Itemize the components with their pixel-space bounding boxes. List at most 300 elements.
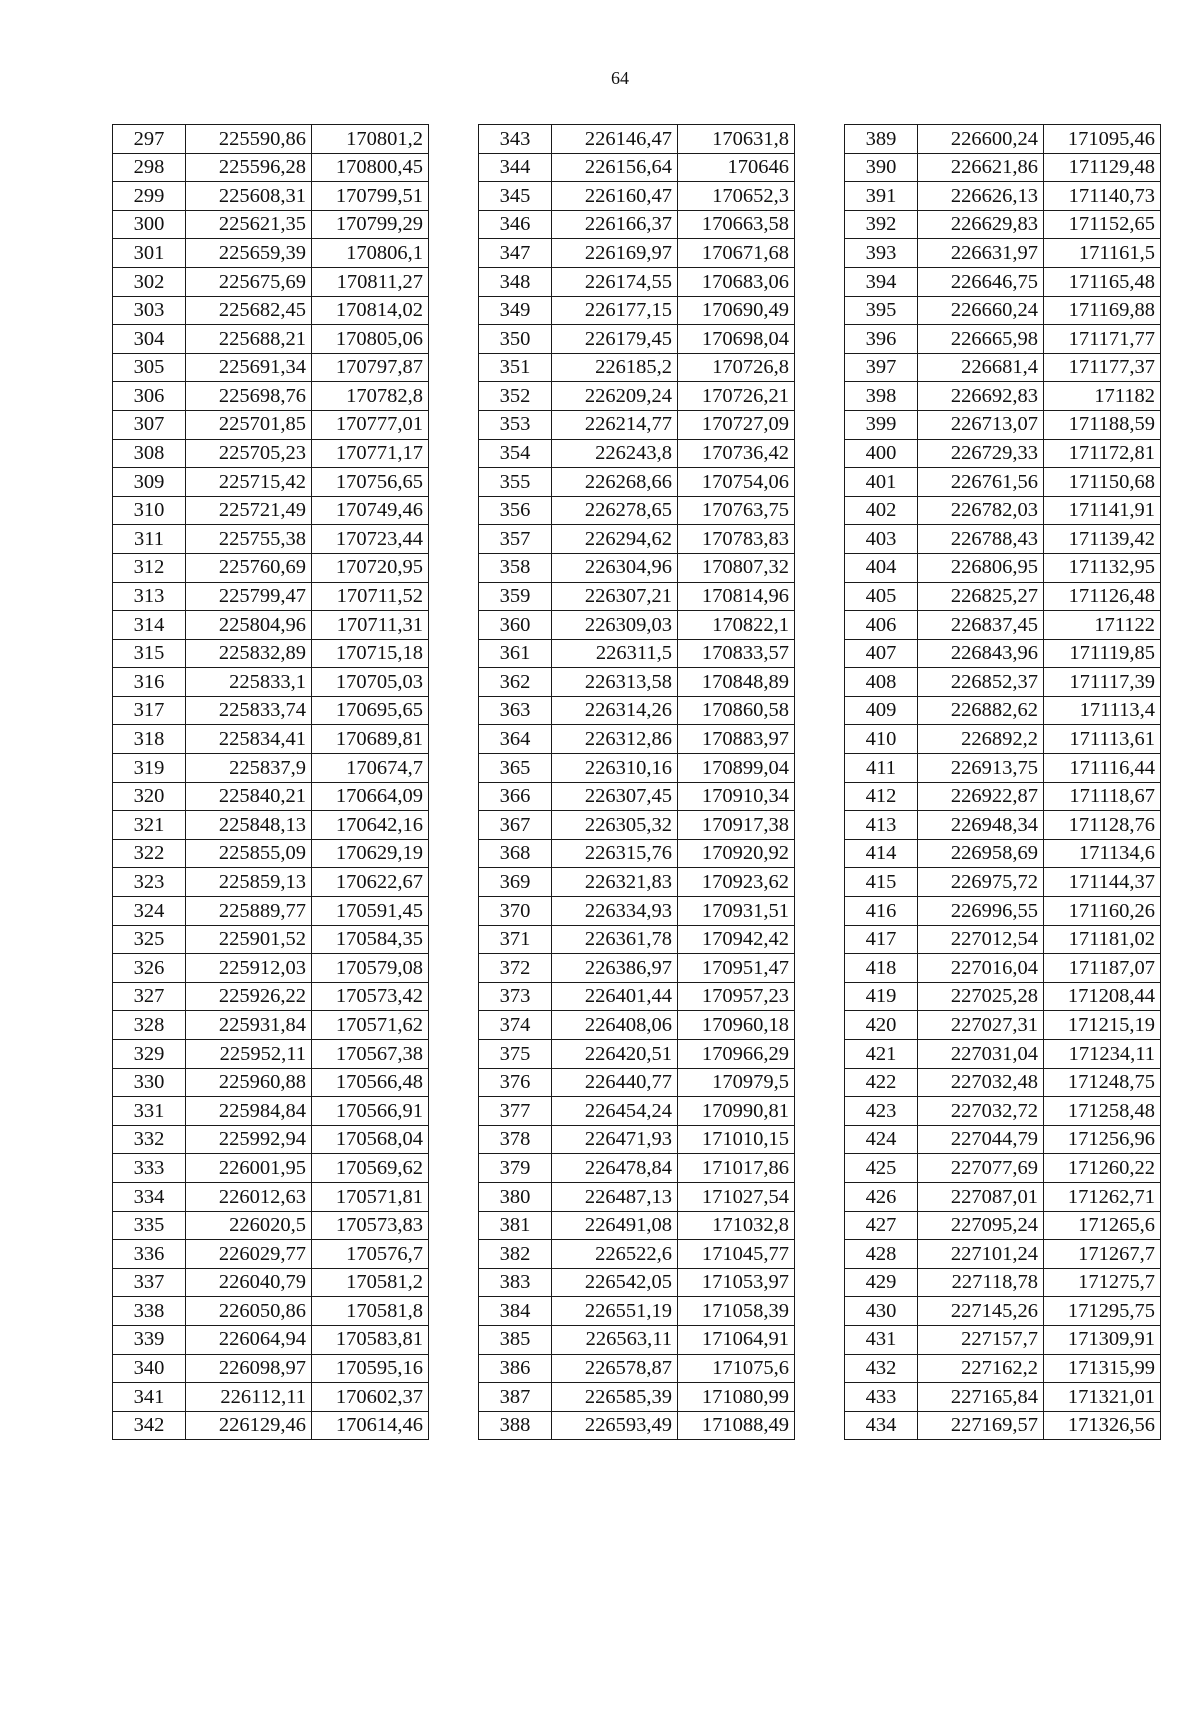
x-coordinate-cell: 226315,76 xyxy=(552,839,678,868)
table-row xyxy=(845,1125,1161,1154)
x-coordinate-cell: 226958,69 xyxy=(918,839,1044,868)
x-coordinate-cell: 226681,4 xyxy=(918,353,1044,382)
table-row xyxy=(479,468,795,497)
point-number-cell: 401 xyxy=(845,468,918,497)
coordinates-table-2 xyxy=(478,124,795,1440)
x-coordinate-cell: 226996,55 xyxy=(918,897,1044,926)
point-number-cell: 351 xyxy=(479,353,552,382)
table-row xyxy=(113,811,429,840)
table-row xyxy=(479,525,795,554)
point-number-cell: 411 xyxy=(845,754,918,783)
table-row xyxy=(845,1068,1161,1097)
table-row xyxy=(479,1097,795,1126)
y-coordinate-cell: 171080,99 xyxy=(678,1383,795,1412)
point-number-cell: 355 xyxy=(479,468,552,497)
table-row xyxy=(113,982,429,1011)
point-number-cell: 394 xyxy=(845,267,918,296)
x-coordinate-cell: 225590,86 xyxy=(186,125,312,154)
y-coordinate-cell: 171188,59 xyxy=(1044,410,1161,439)
x-coordinate-cell: 225833,74 xyxy=(186,696,312,725)
table-row xyxy=(845,439,1161,468)
x-coordinate-cell: 227157,7 xyxy=(918,1325,1044,1354)
x-coordinate-cell: 226307,21 xyxy=(552,582,678,611)
x-coordinate-cell: 226585,39 xyxy=(552,1383,678,1412)
y-coordinate-cell: 170917,38 xyxy=(678,811,795,840)
point-number-cell: 323 xyxy=(113,868,186,897)
x-coordinate-cell: 226305,32 xyxy=(552,811,678,840)
x-coordinate-cell: 225621,35 xyxy=(186,210,312,239)
y-coordinate-cell: 171045,77 xyxy=(678,1240,795,1269)
point-number-cell: 328 xyxy=(113,1011,186,1040)
table-row xyxy=(845,982,1161,1011)
x-coordinate-cell: 226522,6 xyxy=(552,1240,678,1269)
y-coordinate-cell: 170573,83 xyxy=(312,1211,429,1240)
point-number-cell: 368 xyxy=(479,839,552,868)
point-number-cell: 410 xyxy=(845,725,918,754)
table-row xyxy=(113,1411,429,1440)
table-row xyxy=(479,725,795,754)
table-row xyxy=(113,668,429,697)
point-number-cell: 306 xyxy=(113,382,186,411)
table-row xyxy=(113,325,429,354)
x-coordinate-cell: 226012,63 xyxy=(186,1182,312,1211)
x-coordinate-cell: 226843,96 xyxy=(918,639,1044,668)
x-coordinate-cell: 225984,84 xyxy=(186,1097,312,1126)
y-coordinate-cell: 170567,38 xyxy=(312,1040,429,1069)
point-number-cell: 344 xyxy=(479,153,552,182)
point-number-cell: 365 xyxy=(479,754,552,783)
x-coordinate-cell: 227077,69 xyxy=(918,1154,1044,1183)
point-number-cell: 343 xyxy=(479,125,552,154)
table-row xyxy=(479,839,795,868)
table-row xyxy=(113,1211,429,1240)
y-coordinate-cell: 171119,85 xyxy=(1044,639,1161,668)
y-coordinate-cell: 171309,91 xyxy=(1044,1325,1161,1354)
table-row xyxy=(113,696,429,725)
table-row xyxy=(479,296,795,325)
point-number-cell: 412 xyxy=(845,782,918,811)
x-coordinate-cell: 225855,09 xyxy=(186,839,312,868)
x-coordinate-cell: 226278,65 xyxy=(552,496,678,525)
x-coordinate-cell: 226129,46 xyxy=(186,1411,312,1440)
table-row xyxy=(845,754,1161,783)
point-number-cell: 427 xyxy=(845,1211,918,1240)
y-coordinate-cell: 170711,52 xyxy=(312,582,429,611)
table-row xyxy=(845,525,1161,554)
point-number-cell: 340 xyxy=(113,1354,186,1383)
x-coordinate-cell: 226020,5 xyxy=(186,1211,312,1240)
table-row xyxy=(479,782,795,811)
point-number-cell: 359 xyxy=(479,582,552,611)
y-coordinate-cell: 170705,03 xyxy=(312,668,429,697)
table-row xyxy=(845,868,1161,897)
point-number-cell: 324 xyxy=(113,897,186,926)
point-number-cell: 349 xyxy=(479,296,552,325)
y-coordinate-cell: 170920,92 xyxy=(678,839,795,868)
table-row xyxy=(845,1411,1161,1440)
x-coordinate-cell: 226825,27 xyxy=(918,582,1044,611)
y-coordinate-cell: 171075,6 xyxy=(678,1354,795,1383)
table-row xyxy=(845,1240,1161,1269)
y-coordinate-cell: 171208,44 xyxy=(1044,982,1161,1011)
x-coordinate-cell: 225889,77 xyxy=(186,897,312,926)
table-row xyxy=(845,496,1161,525)
point-number-cell: 380 xyxy=(479,1182,552,1211)
y-coordinate-cell: 171258,48 xyxy=(1044,1097,1161,1126)
y-coordinate-cell: 171171,77 xyxy=(1044,325,1161,354)
y-coordinate-cell: 170811,27 xyxy=(312,267,429,296)
y-coordinate-cell: 170942,42 xyxy=(678,925,795,954)
y-coordinate-cell: 171064,91 xyxy=(678,1325,795,1354)
table-row xyxy=(113,582,429,611)
y-coordinate-cell: 170960,18 xyxy=(678,1011,795,1040)
y-coordinate-cell: 171117,39 xyxy=(1044,668,1161,697)
y-coordinate-cell: 171321,01 xyxy=(1044,1383,1161,1412)
table-row xyxy=(479,1068,795,1097)
table-row xyxy=(113,1182,429,1211)
y-coordinate-cell: 171187,07 xyxy=(1044,954,1161,983)
point-number-cell: 333 xyxy=(113,1154,186,1183)
table-row xyxy=(113,182,429,211)
point-number-cell: 363 xyxy=(479,696,552,725)
point-number-cell: 311 xyxy=(113,525,186,554)
x-coordinate-cell: 225804,96 xyxy=(186,611,312,640)
point-number-cell: 310 xyxy=(113,496,186,525)
point-number-cell: 407 xyxy=(845,639,918,668)
table-row xyxy=(113,410,429,439)
table-row xyxy=(845,353,1161,382)
y-coordinate-cell: 171132,95 xyxy=(1044,553,1161,582)
table-row xyxy=(113,1011,429,1040)
point-number-cell: 302 xyxy=(113,267,186,296)
point-number-cell: 326 xyxy=(113,954,186,983)
point-number-cell: 395 xyxy=(845,296,918,325)
table-row xyxy=(113,1154,429,1183)
point-number-cell: 360 xyxy=(479,611,552,640)
x-coordinate-cell: 226892,2 xyxy=(918,725,1044,754)
x-coordinate-cell: 226209,24 xyxy=(552,382,678,411)
point-number-cell: 403 xyxy=(845,525,918,554)
x-coordinate-cell: 225859,13 xyxy=(186,868,312,897)
x-coordinate-cell: 226646,75 xyxy=(918,267,1044,296)
y-coordinate-cell: 170695,65 xyxy=(312,696,429,725)
x-coordinate-cell: 226310,16 xyxy=(552,754,678,783)
y-coordinate-cell: 170571,81 xyxy=(312,1182,429,1211)
y-coordinate-cell: 171017,86 xyxy=(678,1154,795,1183)
x-coordinate-cell: 226166,37 xyxy=(552,210,678,239)
point-number-cell: 409 xyxy=(845,696,918,725)
table-row xyxy=(845,153,1161,182)
x-coordinate-cell: 225840,21 xyxy=(186,782,312,811)
table-row xyxy=(479,1240,795,1269)
point-number-cell: 422 xyxy=(845,1068,918,1097)
table-row xyxy=(845,582,1161,611)
y-coordinate-cell: 171122 xyxy=(1044,611,1161,640)
table-row xyxy=(479,210,795,239)
y-coordinate-cell: 170883,97 xyxy=(678,725,795,754)
point-number-cell: 315 xyxy=(113,639,186,668)
y-coordinate-cell: 171248,75 xyxy=(1044,1068,1161,1097)
point-number-cell: 370 xyxy=(479,897,552,926)
y-coordinate-cell: 170833,57 xyxy=(678,639,795,668)
y-coordinate-cell: 171128,76 xyxy=(1044,811,1161,840)
table-row xyxy=(113,897,429,926)
y-coordinate-cell: 171126,48 xyxy=(1044,582,1161,611)
table-row xyxy=(479,353,795,382)
table-row xyxy=(479,267,795,296)
x-coordinate-cell: 226243,8 xyxy=(552,439,678,468)
point-number-cell: 393 xyxy=(845,239,918,268)
point-number-cell: 408 xyxy=(845,668,918,697)
table-row xyxy=(845,267,1161,296)
point-number-cell: 402 xyxy=(845,496,918,525)
point-number-cell: 415 xyxy=(845,868,918,897)
y-coordinate-cell: 171182 xyxy=(1044,382,1161,411)
y-coordinate-cell: 171177,37 xyxy=(1044,353,1161,382)
point-number-cell: 334 xyxy=(113,1182,186,1211)
y-coordinate-cell: 170951,47 xyxy=(678,954,795,983)
y-coordinate-cell: 170720,95 xyxy=(312,553,429,582)
table-row xyxy=(845,468,1161,497)
point-number-cell: 372 xyxy=(479,954,552,983)
x-coordinate-cell: 226312,86 xyxy=(552,725,678,754)
y-coordinate-cell: 170783,83 xyxy=(678,525,795,554)
y-coordinate-cell: 170602,37 xyxy=(312,1383,429,1412)
y-coordinate-cell: 170683,06 xyxy=(678,267,795,296)
x-coordinate-cell: 225755,38 xyxy=(186,525,312,554)
x-coordinate-cell: 227016,04 xyxy=(918,954,1044,983)
point-number-cell: 348 xyxy=(479,267,552,296)
x-coordinate-cell: 226542,05 xyxy=(552,1268,678,1297)
table-row xyxy=(113,267,429,296)
table-row xyxy=(479,1011,795,1040)
point-number-cell: 332 xyxy=(113,1125,186,1154)
point-number-cell: 357 xyxy=(479,525,552,554)
point-number-cell: 400 xyxy=(845,439,918,468)
table-row xyxy=(479,553,795,582)
point-number-cell: 314 xyxy=(113,611,186,640)
table-row xyxy=(113,153,429,182)
y-coordinate-cell: 171181,02 xyxy=(1044,925,1161,954)
y-coordinate-cell: 171139,42 xyxy=(1044,525,1161,554)
y-coordinate-cell: 171262,71 xyxy=(1044,1182,1161,1211)
point-number-cell: 327 xyxy=(113,982,186,1011)
y-coordinate-cell: 171058,39 xyxy=(678,1297,795,1326)
table-row xyxy=(479,496,795,525)
table-row xyxy=(479,1182,795,1211)
y-coordinate-cell: 170652,3 xyxy=(678,182,795,211)
table-row xyxy=(113,1268,429,1297)
y-coordinate-cell: 170573,42 xyxy=(312,982,429,1011)
point-number-cell: 431 xyxy=(845,1325,918,1354)
table-row xyxy=(113,754,429,783)
table-row xyxy=(479,811,795,840)
y-coordinate-cell: 170631,8 xyxy=(678,125,795,154)
point-number-cell: 312 xyxy=(113,553,186,582)
x-coordinate-cell: 225688,21 xyxy=(186,325,312,354)
x-coordinate-cell: 225799,47 xyxy=(186,582,312,611)
y-coordinate-cell: 170690,49 xyxy=(678,296,795,325)
y-coordinate-cell: 170814,02 xyxy=(312,296,429,325)
table-row xyxy=(479,410,795,439)
y-coordinate-cell: 170782,8 xyxy=(312,382,429,411)
point-number-cell: 404 xyxy=(845,553,918,582)
point-number-cell: 388 xyxy=(479,1411,552,1440)
point-number-cell: 416 xyxy=(845,897,918,926)
x-coordinate-cell: 226922,87 xyxy=(918,782,1044,811)
x-coordinate-cell: 225691,34 xyxy=(186,353,312,382)
table-row xyxy=(479,868,795,897)
y-coordinate-cell: 171113,61 xyxy=(1044,725,1161,754)
point-number-cell: 361 xyxy=(479,639,552,668)
x-coordinate-cell: 227095,24 xyxy=(918,1211,1044,1240)
point-number-cell: 414 xyxy=(845,839,918,868)
x-coordinate-cell: 225901,52 xyxy=(186,925,312,954)
table-row xyxy=(479,325,795,354)
point-number-cell: 358 xyxy=(479,553,552,582)
point-number-cell: 390 xyxy=(845,153,918,182)
table-row xyxy=(479,611,795,640)
y-coordinate-cell: 171267,7 xyxy=(1044,1240,1161,1269)
y-coordinate-cell: 170711,31 xyxy=(312,611,429,640)
table-row xyxy=(479,1211,795,1240)
x-coordinate-cell: 226471,93 xyxy=(552,1125,678,1154)
table-row xyxy=(113,868,429,897)
table-row xyxy=(479,382,795,411)
y-coordinate-cell: 171010,15 xyxy=(678,1125,795,1154)
table-row xyxy=(113,1068,429,1097)
point-number-cell: 384 xyxy=(479,1297,552,1326)
point-number-cell: 336 xyxy=(113,1240,186,1269)
x-coordinate-cell: 226169,97 xyxy=(552,239,678,268)
point-number-cell: 316 xyxy=(113,668,186,697)
point-number-cell: 396 xyxy=(845,325,918,354)
x-coordinate-cell: 226454,24 xyxy=(552,1097,678,1126)
table-row xyxy=(113,639,429,668)
coordinates-table-1 xyxy=(112,124,429,1440)
x-coordinate-cell: 227087,01 xyxy=(918,1182,1044,1211)
x-coordinate-cell: 226040,79 xyxy=(186,1268,312,1297)
x-coordinate-cell: 226629,83 xyxy=(918,210,1044,239)
table-row xyxy=(845,296,1161,325)
x-coordinate-cell: 227032,72 xyxy=(918,1097,1044,1126)
y-coordinate-cell: 170899,04 xyxy=(678,754,795,783)
table-row xyxy=(845,1325,1161,1354)
y-coordinate-cell: 170584,35 xyxy=(312,925,429,954)
x-coordinate-cell: 227032,48 xyxy=(918,1068,1044,1097)
y-coordinate-cell: 170801,2 xyxy=(312,125,429,154)
x-coordinate-cell: 226311,5 xyxy=(552,639,678,668)
table-row xyxy=(479,1411,795,1440)
y-coordinate-cell: 170642,16 xyxy=(312,811,429,840)
table-row xyxy=(845,1383,1161,1412)
y-coordinate-cell: 170777,01 xyxy=(312,410,429,439)
point-number-cell: 399 xyxy=(845,410,918,439)
point-number-cell: 322 xyxy=(113,839,186,868)
table-row xyxy=(845,125,1161,154)
x-coordinate-cell: 226029,77 xyxy=(186,1240,312,1269)
y-coordinate-cell: 171256,96 xyxy=(1044,1125,1161,1154)
point-number-cell: 397 xyxy=(845,353,918,382)
table-row xyxy=(113,468,429,497)
table-row xyxy=(113,1125,429,1154)
x-coordinate-cell: 225698,76 xyxy=(186,382,312,411)
table-row xyxy=(113,553,429,582)
x-coordinate-cell: 227165,84 xyxy=(918,1383,1044,1412)
table-row xyxy=(479,696,795,725)
x-coordinate-cell: 225721,49 xyxy=(186,496,312,525)
table-row xyxy=(113,296,429,325)
point-number-cell: 425 xyxy=(845,1154,918,1183)
y-coordinate-cell: 170566,91 xyxy=(312,1097,429,1126)
table-row xyxy=(479,1154,795,1183)
table-row xyxy=(845,410,1161,439)
y-coordinate-cell: 170799,29 xyxy=(312,210,429,239)
x-coordinate-cell: 226294,62 xyxy=(552,525,678,554)
x-coordinate-cell: 225715,42 xyxy=(186,468,312,497)
point-number-cell: 309 xyxy=(113,468,186,497)
x-coordinate-cell: 225960,88 xyxy=(186,1068,312,1097)
table-row xyxy=(479,1354,795,1383)
x-coordinate-cell: 226401,44 xyxy=(552,982,678,1011)
x-coordinate-cell: 225992,94 xyxy=(186,1125,312,1154)
y-coordinate-cell: 170726,8 xyxy=(678,353,795,382)
table-row xyxy=(479,1040,795,1069)
x-coordinate-cell: 226156,64 xyxy=(552,153,678,182)
table-row xyxy=(845,210,1161,239)
point-number-cell: 375 xyxy=(479,1040,552,1069)
table-row xyxy=(479,182,795,211)
table-row xyxy=(113,925,429,954)
y-coordinate-cell: 171116,44 xyxy=(1044,754,1161,783)
y-coordinate-cell: 170726,21 xyxy=(678,382,795,411)
table-row xyxy=(479,897,795,926)
point-number-cell: 406 xyxy=(845,611,918,640)
table-row xyxy=(845,811,1161,840)
x-coordinate-cell: 226665,98 xyxy=(918,325,1044,354)
table-row xyxy=(479,1325,795,1354)
x-coordinate-cell: 226177,15 xyxy=(552,296,678,325)
x-coordinate-cell: 225596,28 xyxy=(186,153,312,182)
point-number-cell: 307 xyxy=(113,410,186,439)
table-row xyxy=(845,1354,1161,1383)
x-coordinate-cell: 226852,37 xyxy=(918,668,1044,697)
y-coordinate-cell: 170800,45 xyxy=(312,153,429,182)
table-row xyxy=(113,782,429,811)
x-coordinate-cell: 225912,03 xyxy=(186,954,312,983)
x-coordinate-cell: 226882,62 xyxy=(918,696,1044,725)
y-coordinate-cell: 171215,19 xyxy=(1044,1011,1161,1040)
y-coordinate-cell: 171152,65 xyxy=(1044,210,1161,239)
table-row xyxy=(479,1297,795,1326)
y-coordinate-cell: 170749,46 xyxy=(312,496,429,525)
y-coordinate-cell: 171161,5 xyxy=(1044,239,1161,268)
x-coordinate-cell: 227012,54 xyxy=(918,925,1044,954)
y-coordinate-cell: 170822,1 xyxy=(678,611,795,640)
y-coordinate-cell: 170957,23 xyxy=(678,982,795,1011)
x-coordinate-cell: 226713,07 xyxy=(918,410,1044,439)
point-number-cell: 354 xyxy=(479,439,552,468)
y-coordinate-cell: 171118,67 xyxy=(1044,782,1161,811)
x-coordinate-cell: 226174,55 xyxy=(552,267,678,296)
x-coordinate-cell: 226626,13 xyxy=(918,182,1044,211)
y-coordinate-cell: 171134,6 xyxy=(1044,839,1161,868)
point-number-cell: 385 xyxy=(479,1325,552,1354)
x-coordinate-cell: 225926,22 xyxy=(186,982,312,1011)
point-number-cell: 335 xyxy=(113,1211,186,1240)
point-number-cell: 373 xyxy=(479,982,552,1011)
y-coordinate-cell: 171260,22 xyxy=(1044,1154,1161,1183)
